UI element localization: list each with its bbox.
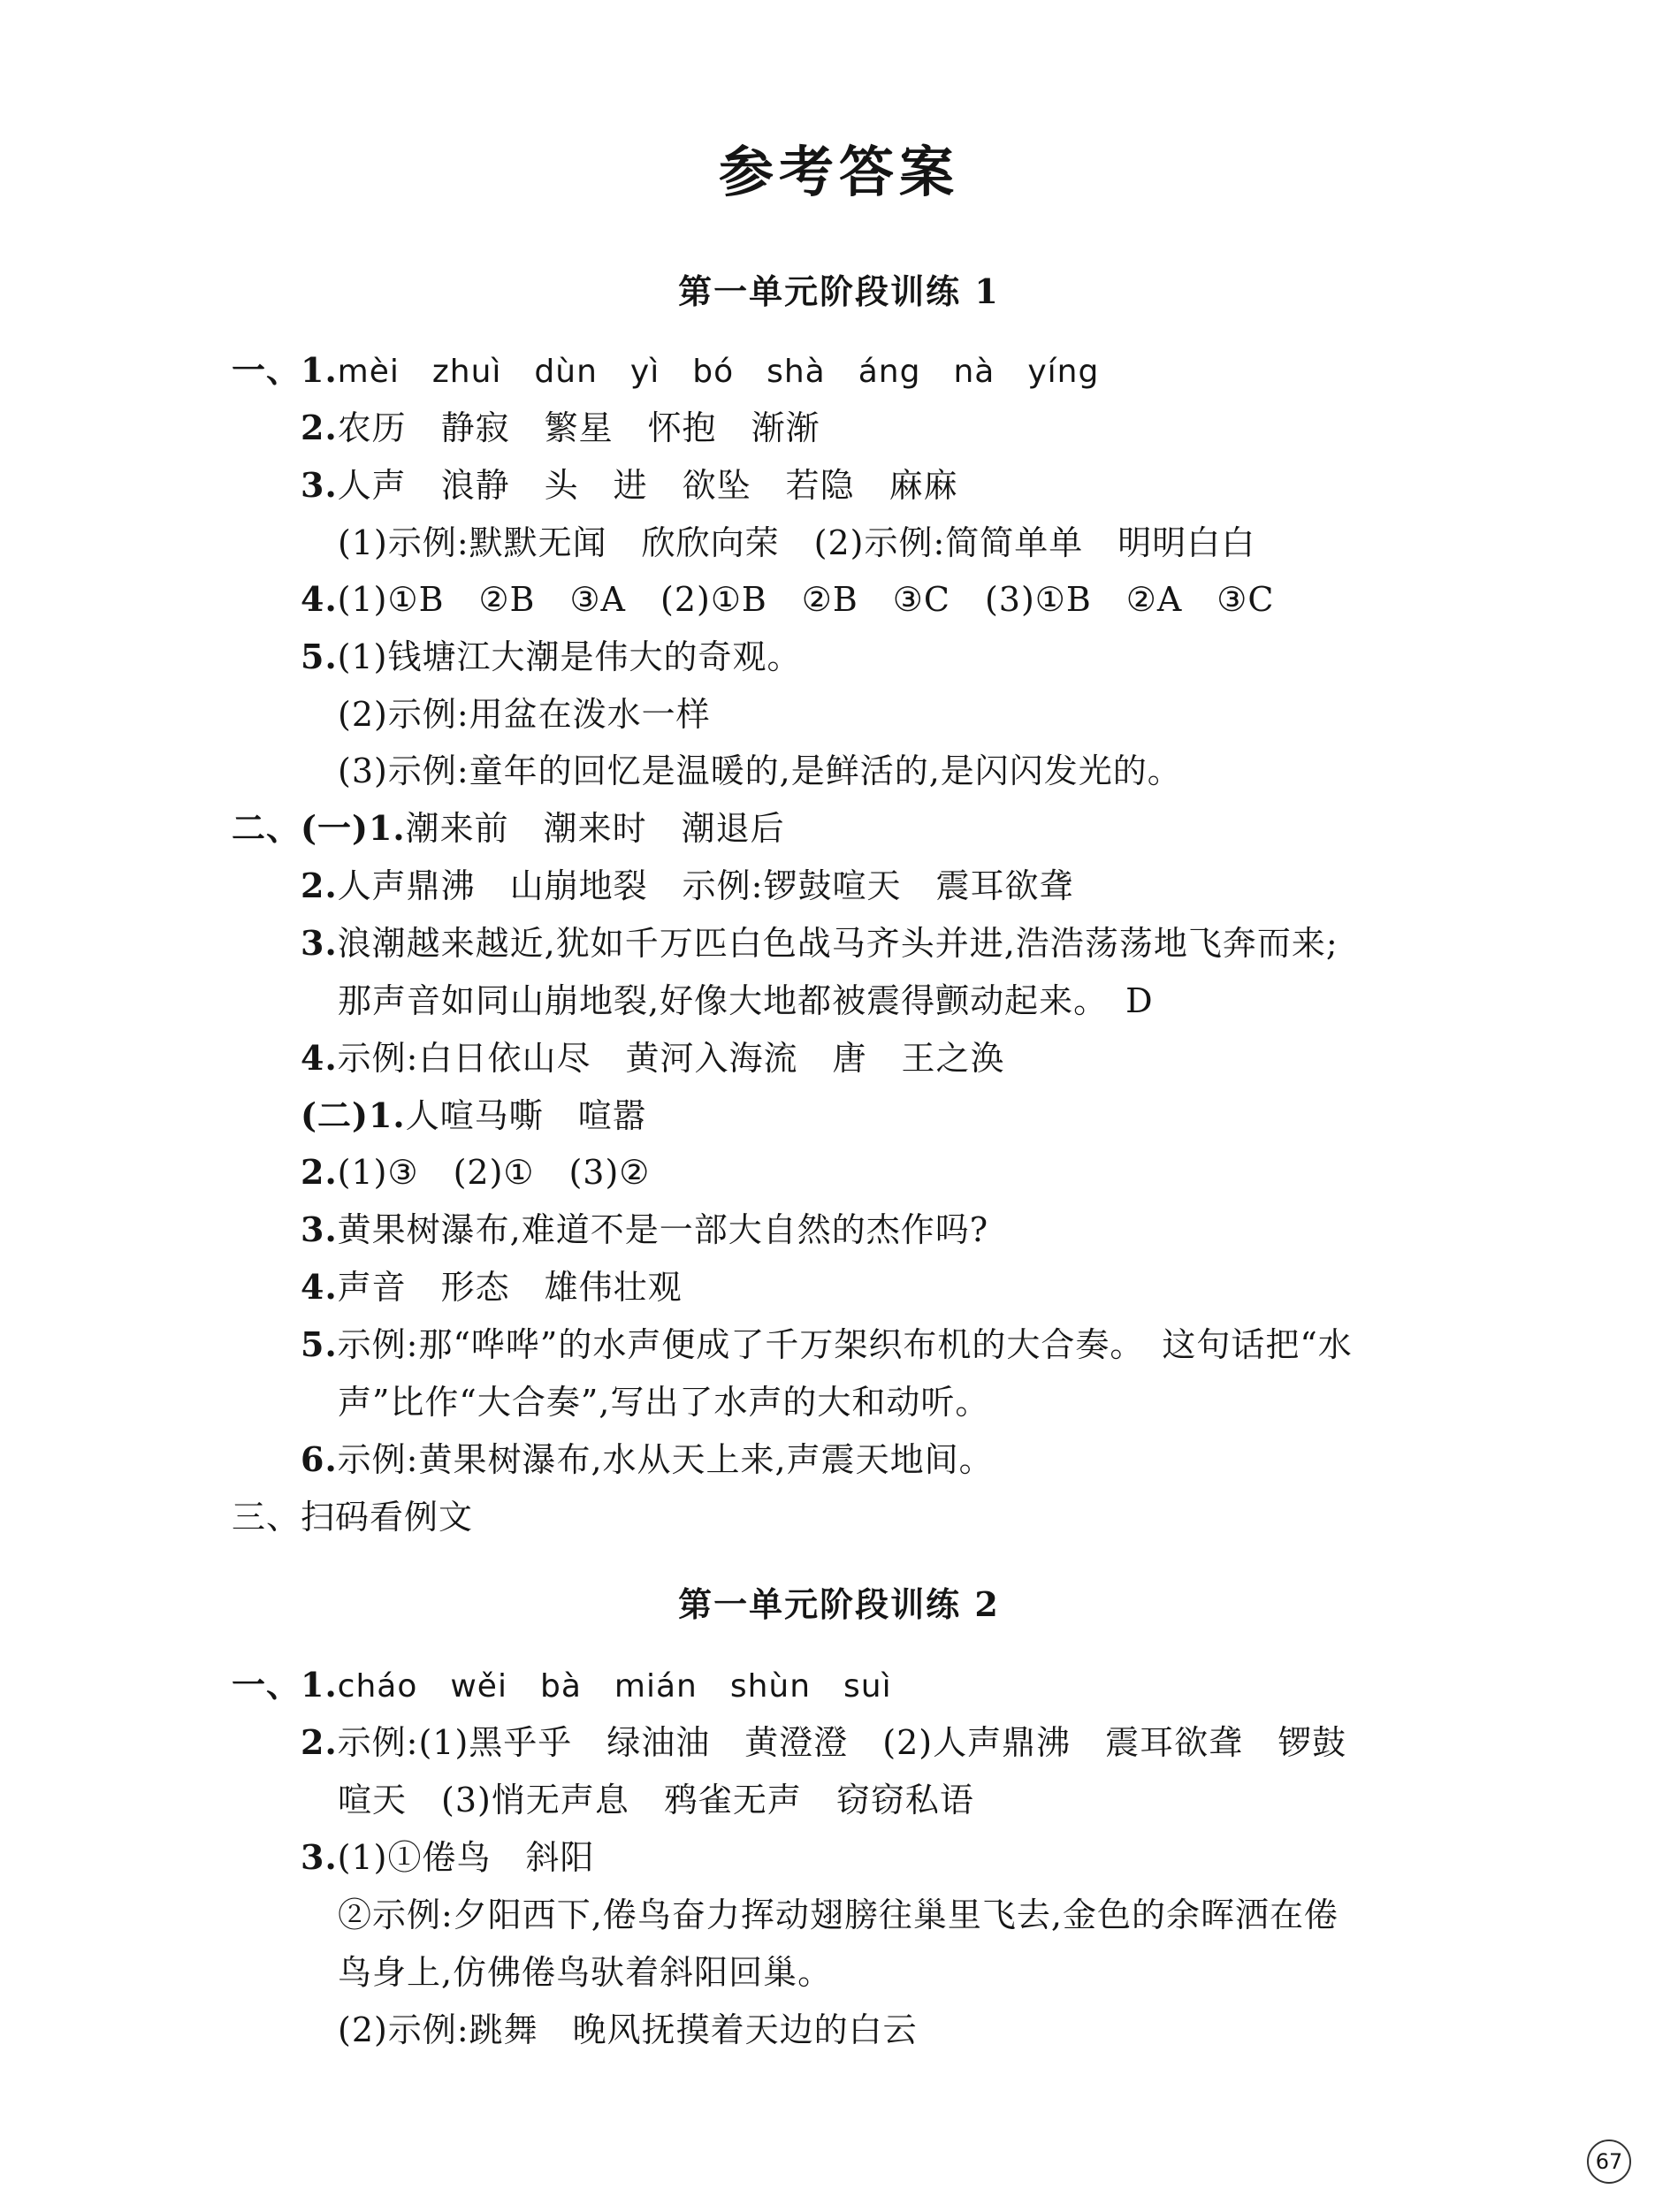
answer-line: 3.浪潮越来越近,犹如千万匹白色战马齐头并进,浩浩荡荡地飞奔而来; bbox=[301, 923, 1339, 963]
answer-line: 3.(1)①倦鸟 斜阳 bbox=[301, 1837, 595, 1877]
section-title-2: 第一单元阶段训练 2 bbox=[678, 1584, 1000, 1624]
answer-line: 2.人声鼎沸 山崩地裂 示例:锣鼓喧天 震耳欲聋 bbox=[301, 866, 1074, 905]
answer-line: 一、1.cháo wěi bà mián shùn suì bbox=[232, 1665, 892, 1705]
answer-line: 一、1.mèi zhuì dùn yì bó shà áng nà yíng bbox=[232, 350, 1100, 390]
answer-line: (2)示例:跳舞 晚风抚摸着天边的白云 bbox=[338, 2010, 918, 2049]
answer-line: 3.人声 浪静 头 进 欲坠 若隐 麻麻 bbox=[301, 465, 958, 505]
answer-line: (3)示例:童年的回忆是温暖的,是鲜活的,是闪闪发光的。 bbox=[338, 751, 1182, 790]
answer-line: 6.示例:黄果树瀑布,水从天上来,声震天地间。 bbox=[301, 1439, 994, 1479]
page-title: 参考答案 bbox=[718, 140, 959, 204]
answer-line: 4.声音 形态 雄伟壮观 bbox=[301, 1267, 683, 1307]
answer-line: 3.黄果树瀑布,难道不是一部大自然的杰作吗? bbox=[301, 1209, 989, 1249]
answer-line: 声”比作“大合奏”,写出了水声的大和动听。 bbox=[338, 1383, 990, 1422]
answer-line: 2.示例:(1)黑乎乎 绿油油 黄澄澄 (2)人声鼎沸 震耳欲聋 锣鼓 bbox=[301, 1722, 1347, 1762]
answer-line: (1)示例:默默无闻 欣欣向荣 (2)示例:简简单单 明明白白 bbox=[338, 523, 1256, 562]
answer-line: 喧天 (3)悄无声息 鸦雀无声 窃窃私语 bbox=[338, 1781, 974, 1819]
answer-line: 2.(1)③ (2)① (3)② bbox=[301, 1152, 651, 1192]
answer-line: 三、扫码看例文 bbox=[232, 1498, 474, 1537]
answer-line: 2.农历 静寂 繁星 怀抱 渐渐 bbox=[301, 408, 820, 447]
answer-line: (2)示例:用盆在泼水一样 bbox=[338, 695, 711, 734]
answer-line: 5.(1)钱塘江大潮是伟大的奇观。 bbox=[301, 637, 802, 676]
answer-line: 4.示例:白日依山尽 黄河入海流 唐 王之涣 bbox=[301, 1038, 1005, 1078]
answer-line: ②示例:夕阳西下,倦鸟奋力挥动翅膀往巢里飞去,金色的余晖洒在倦 bbox=[338, 1895, 1339, 1934]
answer-line: 5.示例:那“哗哗”的水声便成了千万架织布机的大合奏。 这句话把“水 bbox=[301, 1324, 1353, 1364]
answer-line: (二)1.人喧马嘶 喧嚣 bbox=[301, 1095, 647, 1135]
answer-line: 鸟身上,仿佛倦鸟驮着斜阳回巢。 bbox=[338, 1953, 833, 1992]
section-title-1: 第一单元阶段训练 1 bbox=[678, 271, 1000, 311]
answer-line: 那声音如同山崩地裂,好像大地都被震得颤动起来。 D bbox=[338, 981, 1154, 1020]
answer-line: 4.(1)①B ②B ③A (2)①B ②B ③C (3)①B ②A ③C bbox=[301, 579, 1275, 619]
page-number: 67 bbox=[1587, 2140, 1631, 2184]
answer-line: 二、(一)1.潮来前 潮来时 潮退后 bbox=[232, 808, 785, 848]
